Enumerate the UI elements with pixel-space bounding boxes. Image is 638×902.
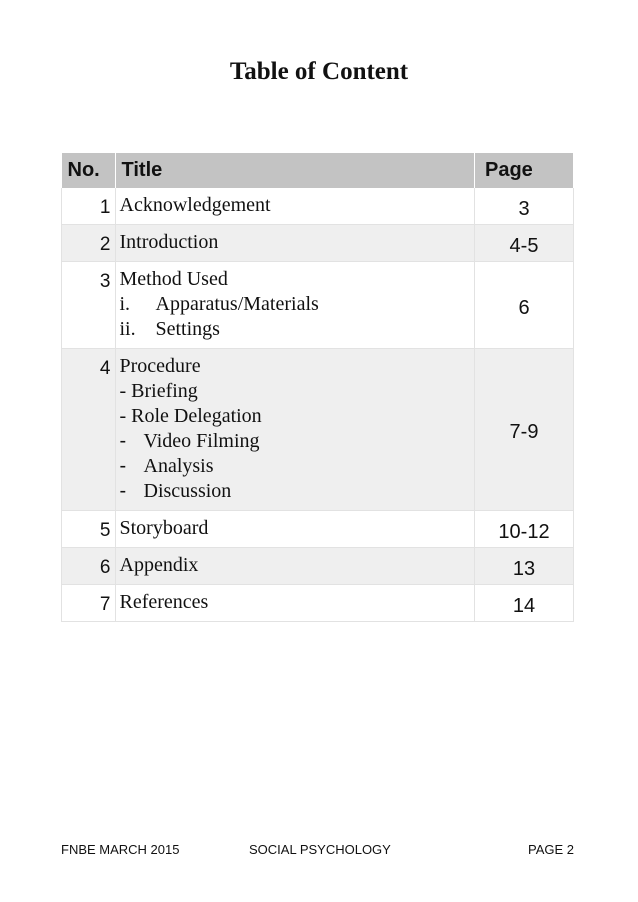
row-title bbox=[115, 548, 475, 585]
dash-marker: - bbox=[119, 455, 127, 477]
table-row bbox=[62, 188, 574, 225]
row-title-line: Acknowledgement bbox=[119, 194, 271, 216]
dash-item-label: Analysis bbox=[143, 455, 214, 477]
footer-left: FNBE MARCH 2015 bbox=[61, 842, 180, 857]
table-row bbox=[62, 585, 574, 622]
sub-item bbox=[120, 292, 471, 317]
row-number: 5 bbox=[62, 511, 116, 548]
dash-marker: - bbox=[119, 430, 127, 452]
footer-center: SOCIAL PSYCHOLOGY bbox=[249, 842, 391, 857]
table-row bbox=[62, 225, 574, 262]
row-number: 6 bbox=[62, 548, 116, 585]
sub-item-marker: ii. bbox=[119, 318, 136, 340]
row-number: 4 bbox=[62, 349, 116, 511]
row-page: 6 bbox=[475, 262, 574, 349]
row-title bbox=[115, 262, 475, 349]
row-page: 13 bbox=[475, 548, 574, 585]
row-number: 2 bbox=[62, 225, 116, 262]
header-title: Title bbox=[115, 153, 475, 188]
sub-item bbox=[120, 317, 471, 342]
page-title: Table of Content bbox=[229, 58, 409, 85]
row-page: 4-5 bbox=[475, 225, 574, 262]
row-title-line: - Briefing bbox=[119, 380, 198, 402]
dash-item bbox=[120, 429, 471, 454]
row-page: 14 bbox=[475, 585, 574, 622]
row-title bbox=[115, 188, 475, 225]
footer-page-number: PAGE 2 bbox=[528, 842, 575, 857]
sub-item-label: Apparatus/Materials bbox=[155, 293, 319, 315]
row-title-line: Appendix bbox=[119, 554, 199, 576]
row-page: 3 bbox=[475, 188, 574, 225]
row-title-line: Method Used bbox=[119, 268, 228, 290]
toc-table bbox=[61, 153, 574, 622]
table-header-row bbox=[62, 153, 574, 188]
row-title bbox=[115, 349, 475, 511]
dash-item-label: Discussion bbox=[143, 480, 232, 502]
row-title-line: Storyboard bbox=[119, 517, 209, 539]
table-row bbox=[62, 262, 574, 349]
row-title-line: - Role Delegation bbox=[119, 405, 262, 427]
row-title bbox=[115, 585, 475, 622]
row-page: 10-12 bbox=[475, 511, 574, 548]
sub-item-marker: i. bbox=[119, 293, 131, 315]
table-row bbox=[62, 548, 574, 585]
row-page: 7-9 bbox=[475, 349, 574, 511]
dash-item bbox=[120, 479, 471, 504]
dash-marker: - bbox=[119, 480, 127, 502]
row-number: 7 bbox=[62, 585, 116, 622]
sub-item-label: Settings bbox=[155, 318, 220, 340]
row-title-line: Introduction bbox=[119, 231, 219, 253]
row-title-line: References bbox=[119, 591, 209, 613]
row-number: 3 bbox=[62, 262, 116, 349]
dash-item bbox=[120, 454, 471, 479]
header-page: Page bbox=[475, 153, 574, 188]
row-title bbox=[115, 511, 475, 548]
row-title-line: Procedure bbox=[119, 355, 201, 377]
header-no: No. bbox=[62, 153, 116, 188]
table-row bbox=[62, 511, 574, 548]
row-title bbox=[115, 225, 475, 262]
row-number: 1 bbox=[62, 188, 116, 225]
dash-item-label: Video Filming bbox=[143, 430, 260, 452]
table-row bbox=[62, 349, 574, 511]
